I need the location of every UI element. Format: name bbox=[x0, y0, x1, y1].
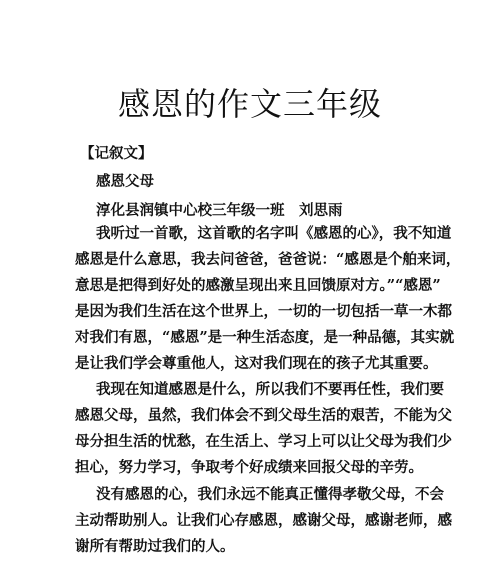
paragraph-line: 母分担生活的忧愁，在生活上、学习上可以让父母为我们少 bbox=[75, 433, 452, 450]
paragraph-line: 担心，努力学习，争取考个好成绩来回报父母的辛劳。 bbox=[75, 459, 423, 476]
category-label: 【记叙文】 bbox=[80, 145, 153, 162]
paragraph-line: 我现在知道感恩是什么，所以我们不要再任性，我们要 bbox=[96, 381, 444, 398]
paragraph-line: 意思是把得到好处的感激呈现出来且回馈原对方。”“感恩” bbox=[75, 277, 441, 294]
paragraph-line: 是因为我们生活在这个世界上，一切的一切包括一草一木都 bbox=[75, 303, 452, 320]
paragraph-line: 感恩是什么意思，我去问爸爸，爸爸说：“感恩是个舶来词， bbox=[75, 251, 461, 268]
paragraph-line: 我听过一首歌，这首歌的名字叫《感恩的心》，我不知道 bbox=[96, 225, 452, 242]
author-line: 淳化县润镇中心校三年级一班 刘思雨 bbox=[96, 202, 343, 219]
paragraph-line: 是让我们学会尊重他人，这对我们现在的孩子尤其重要。 bbox=[75, 355, 438, 372]
paragraph-line: 没有感恩的心，我们永远不能真正懂得孝敬父母，不会 bbox=[96, 486, 444, 503]
paragraph-line: 对我们有恩，“感恩”是一种生活态度，是一种品德，其实就 bbox=[75, 329, 455, 346]
page-title: 感恩的作文三年级 bbox=[117, 85, 382, 123]
paragraph-line: 谢所有帮助过我们的人。 bbox=[75, 538, 235, 555]
paragraph-line: 主动帮助别人。让我们心存感恩，感谢父母，感谢老师，感 bbox=[75, 512, 452, 529]
essay-title: 感恩父母 bbox=[96, 173, 154, 190]
paragraph-line: 感恩父母，虽然，我们体会不到父母生活的艰苦，不能为父 bbox=[75, 407, 452, 424]
